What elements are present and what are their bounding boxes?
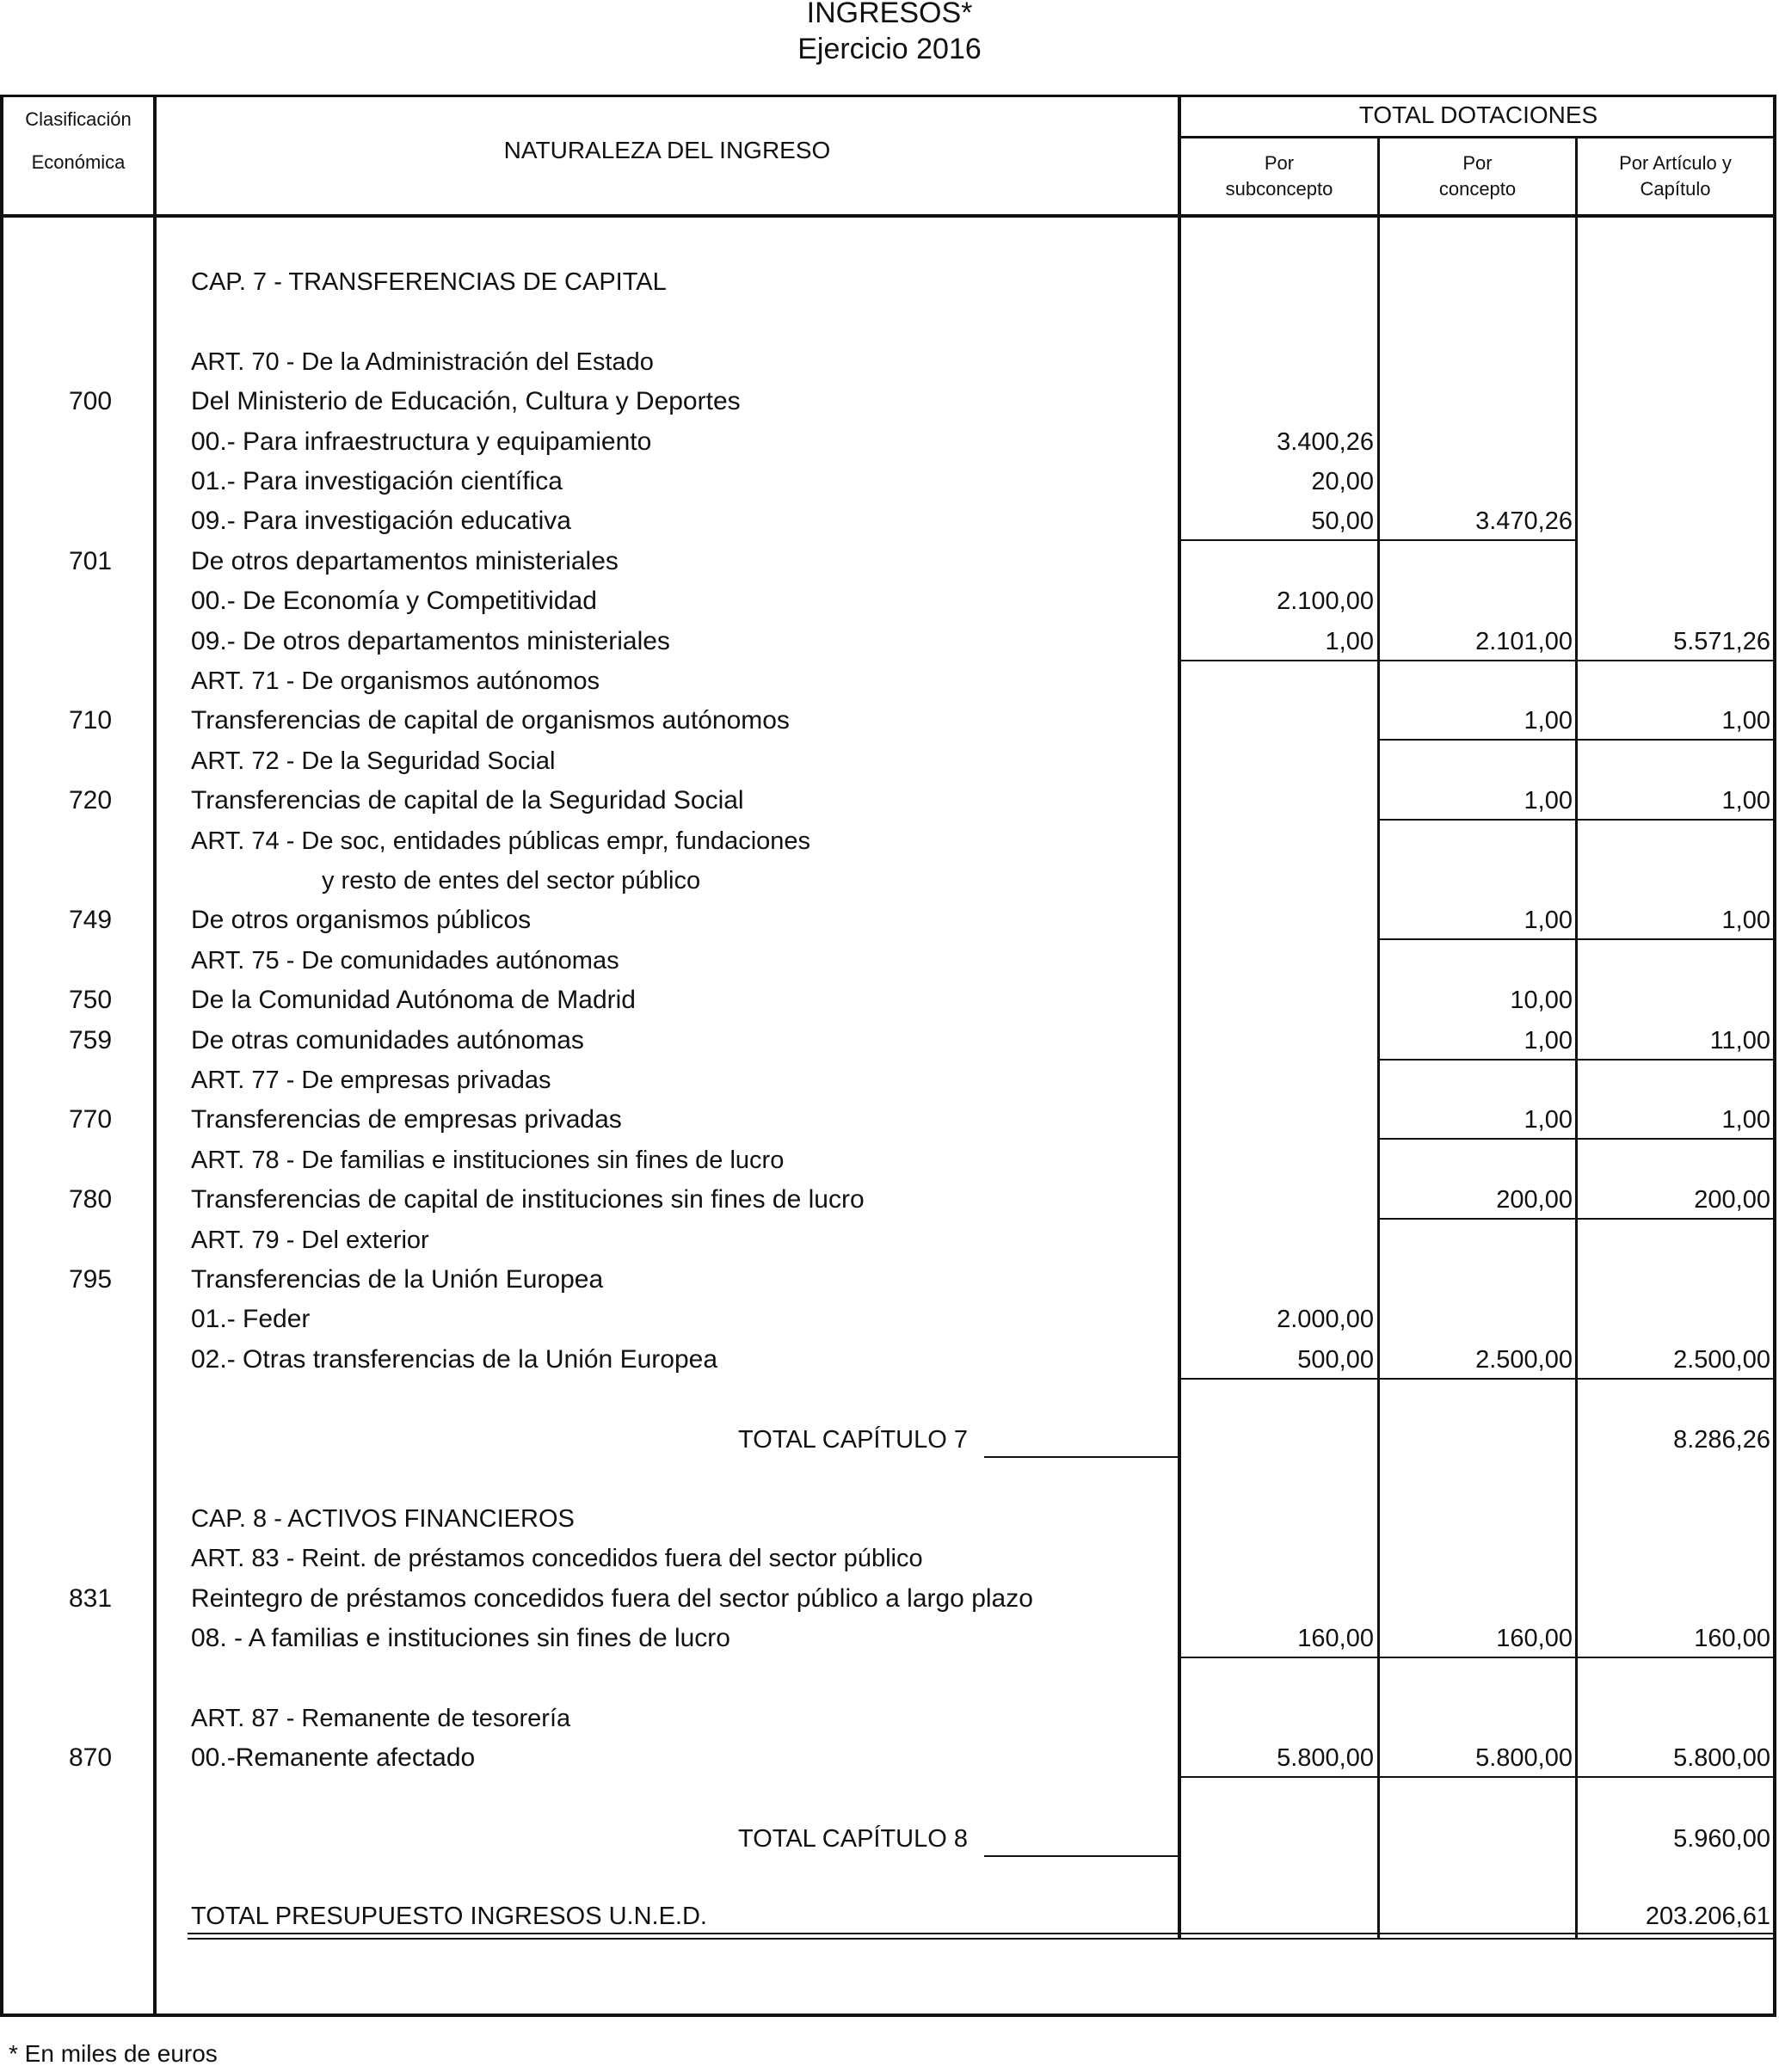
table-row — [0, 622, 1779, 661]
table-row — [0, 302, 1779, 341]
row-description: 01.- Para investigación científica — [191, 467, 563, 495]
row-code: 770 — [69, 1105, 113, 1134]
row-por-subconcepto: 3.400,26 — [1277, 427, 1374, 456]
row-description: De otros departamentos ministeriales — [191, 546, 619, 575]
row-code: 831 — [69, 1583, 113, 1613]
table-row — [0, 501, 1779, 541]
total-cap7-label: TOTAL CAPÍTULO 7 — [738, 1426, 968, 1454]
table-row — [0, 741, 1779, 781]
table-bottom-border — [0, 2014, 1776, 2017]
dotaciones-divider — [1179, 136, 1776, 138]
header-col-art-2: Capítulo — [1640, 178, 1711, 200]
table-row — [0, 1300, 1779, 1339]
header-col-art-1: Por Artículo y — [1619, 152, 1732, 174]
row-por-concepto: 1,00 — [1524, 907, 1573, 935]
table-row — [0, 462, 1779, 501]
row-description: 09.- De otros departamentos ministeriales — [191, 626, 670, 655]
table-row — [0, 1220, 1779, 1260]
total-presupuesto-rule-2 — [188, 1938, 1773, 1940]
table-row — [0, 1141, 1779, 1180]
row-description: ART. 79 - Del exterior — [191, 1226, 429, 1254]
row-por-concepto: 5.800,00 — [1475, 1744, 1573, 1773]
row-description: 00.- Para infraestructura y equipamiento — [191, 427, 652, 456]
row-description: Transferencias de capital de instituciones sin fines de lucro — [191, 1185, 865, 1214]
row-por-concepto: 10,00 — [1510, 987, 1573, 1015]
row-por-concepto: 1,00 — [1524, 1106, 1573, 1134]
row-description: De otras comunidades autónomas — [191, 1025, 584, 1054]
row-por-subconcepto: 500,00 — [1297, 1345, 1374, 1374]
table-top-border — [0, 95, 1776, 97]
header-col-con-1: Por — [1462, 152, 1493, 174]
table-row — [0, 1340, 1779, 1380]
row-code: 759 — [69, 1025, 113, 1054]
row-por-subconcepto: 160,00 — [1297, 1625, 1374, 1653]
row-description: De otros organismos públicos — [191, 906, 532, 935]
page-title: INGRESOS* — [806, 0, 973, 29]
row-description: 08. - A familias e instituciones sin fines de lucro — [191, 1624, 730, 1653]
table-row — [0, 1061, 1779, 1100]
row-description: 00.-Remanente afectado — [191, 1743, 476, 1773]
row-por-articulo: 200,00 — [1694, 1186, 1770, 1214]
table-row — [0, 382, 1779, 421]
row-description: CAP. 8 - ACTIVOS FINANCIEROS — [191, 1505, 575, 1533]
row-description: Transferencias de empresas privadas — [191, 1105, 622, 1134]
row-code: 701 — [69, 546, 113, 575]
row-por-articulo: 1,00 — [1721, 907, 1770, 935]
header-naturaleza: NATURALEZA DEL INGRESO — [503, 137, 831, 163]
row-por-articulo: 160,00 — [1694, 1625, 1770, 1653]
row-por-articulo: 1,00 — [1721, 707, 1770, 735]
row-por-concepto: 1,00 — [1524, 787, 1573, 815]
table-row — [0, 941, 1779, 981]
subtotal-rule — [1181, 1378, 1773, 1380]
row-por-subconcepto: 5.800,00 — [1277, 1744, 1374, 1773]
row-por-concepto: 2.500,00 — [1475, 1345, 1573, 1374]
table-row — [0, 1100, 1779, 1140]
table-row — [0, 901, 1779, 940]
table-row — [0, 821, 1779, 861]
row-description: ART. 87 - Remanente de tesorería — [191, 1705, 571, 1732]
table-row — [0, 1738, 1779, 1778]
row-description: CAP. 7 - TRANSFERENCIAS DE CAPITAL — [191, 268, 667, 296]
row-description: ART. 72 - De la Seguridad Social — [191, 747, 556, 775]
row-por-subconcepto: 1,00 — [1325, 627, 1374, 655]
row-description: ART. 71 - De organismos autónomos — [191, 667, 600, 695]
row-description: y resto de entes del sector público — [322, 867, 701, 895]
row-description: ART. 77 - De empresas privadas — [191, 1067, 551, 1094]
total-cap8-row — [0, 1819, 1779, 1859]
row-description: ART. 74 - De soc, entidades públicas empr, fundaciones — [191, 827, 811, 855]
row-description: 01.- Feder — [191, 1305, 311, 1334]
table-row — [0, 1699, 1779, 1738]
row-code: 780 — [69, 1185, 113, 1214]
header-clasificacion: Clasificación — [25, 108, 132, 130]
row-code: 749 — [69, 906, 113, 935]
header-col-con-2: concepto — [1438, 178, 1517, 200]
table-row — [0, 262, 1779, 302]
page-subtitle: Ejercicio 2016 — [797, 33, 982, 65]
header-col-sub-1: Por — [1264, 152, 1295, 174]
header-economica: Económica — [31, 151, 126, 173]
row-por-concepto: 2.101,00 — [1475, 627, 1573, 655]
row-por-articulo: 1,00 — [1721, 1106, 1770, 1134]
total-presupuesto-label: TOTAL PRESUPUESTO INGRESOS U.N.E.D. — [191, 1903, 707, 1930]
row-por-concepto: 200,00 — [1496, 1186, 1573, 1214]
row-description: ART. 70 - De la Administración del Estado — [191, 347, 654, 376]
row-description: 02.- Otras transferencias de la Unión Europea — [191, 1344, 717, 1374]
row-description: 00.- De Economía y Competitividad — [191, 587, 597, 616]
row-por-concepto: 1,00 — [1524, 1026, 1573, 1054]
row-description: ART. 83 - Reint. de préstamos concedidos fuera del sector público — [191, 1545, 923, 1573]
header-total-dotaciones: TOTAL DOTACIONES — [1358, 101, 1598, 128]
row-por-subconcepto: 50,00 — [1311, 507, 1374, 536]
row-por-articulo: 5.571,26 — [1673, 627, 1770, 655]
table-row — [0, 1180, 1779, 1220]
subtotal-rule — [1181, 1776, 1773, 1778]
total-cap8-value: 5.960,00 — [1673, 1825, 1770, 1853]
table-row — [0, 1579, 1779, 1619]
row-code: 750 — [69, 986, 113, 1015]
row-description: Transferencias de capital de la Seguridad Social — [191, 786, 744, 815]
row-description: Reintegro de préstamos concedidos fuera del sector público a largo plazo — [191, 1583, 1033, 1613]
row-code: 720 — [69, 786, 113, 815]
table-row — [0, 781, 1779, 821]
footnote: * En miles de euros — [9, 2040, 218, 2067]
row-description: De la Comunidad Autónoma de Madrid — [191, 986, 636, 1015]
row-description: Transferencias de la Unión Europea — [191, 1265, 604, 1294]
table-row — [0, 1659, 1779, 1699]
row-description: Transferencias de capital de organismos autónomos — [191, 706, 790, 735]
row-code: 700 — [69, 387, 113, 416]
row-por-concepto: 160,00 — [1496, 1625, 1573, 1653]
table-row — [0, 422, 1779, 462]
row-por-articulo: 11,00 — [1709, 1026, 1770, 1054]
total-presupuesto-rule-1 — [188, 1933, 1773, 1934]
table-row — [0, 542, 1779, 581]
table-row — [0, 981, 1779, 1020]
table-row — [0, 701, 1779, 741]
row-code: 710 — [69, 706, 113, 735]
header-bottom-border — [0, 214, 1776, 218]
table-row — [0, 342, 1779, 382]
header-col-sub-2: subconcepto — [1225, 178, 1333, 200]
row-por-concepto: 3.470,26 — [1475, 507, 1573, 536]
row-por-articulo: 1,00 — [1721, 787, 1770, 815]
row-por-subconcepto: 2.000,00 — [1277, 1306, 1374, 1334]
table-row — [0, 581, 1779, 621]
table-row — [0, 1260, 1779, 1300]
row-description: 09.- Para investigación educativa — [191, 507, 571, 536]
table-row — [0, 1539, 1779, 1578]
table-row — [0, 1499, 1779, 1539]
total-cap7-row — [0, 1420, 1779, 1460]
row-description: ART. 78 - De familias e instituciones sin fines de lucro — [191, 1146, 785, 1174]
total-presupuesto-value: 203.206,61 — [1645, 1903, 1770, 1930]
table-row — [0, 661, 1779, 701]
table-row — [0, 861, 1779, 901]
total-cap7-value: 8.286,26 — [1673, 1426, 1770, 1454]
total-presupuesto-row — [0, 1897, 1779, 1936]
row-description: ART. 75 - De comunidades autónomas — [191, 946, 619, 975]
table-row — [0, 1021, 1779, 1061]
row-por-articulo: 2.500,00 — [1673, 1345, 1770, 1374]
row-por-subconcepto: 2.100,00 — [1277, 587, 1374, 616]
row-por-subconcepto: 20,00 — [1311, 468, 1374, 495]
row-code: 870 — [69, 1743, 113, 1773]
row-por-articulo: 5.800,00 — [1673, 1744, 1770, 1773]
row-description: Del Ministerio de Educación, Cultura y Deportes — [191, 387, 741, 416]
row-code: 795 — [69, 1265, 113, 1294]
total-cap8-label: TOTAL CAPÍTULO 8 — [738, 1825, 968, 1853]
table-row — [0, 1619, 1779, 1658]
row-por-concepto: 1,00 — [1524, 707, 1573, 735]
